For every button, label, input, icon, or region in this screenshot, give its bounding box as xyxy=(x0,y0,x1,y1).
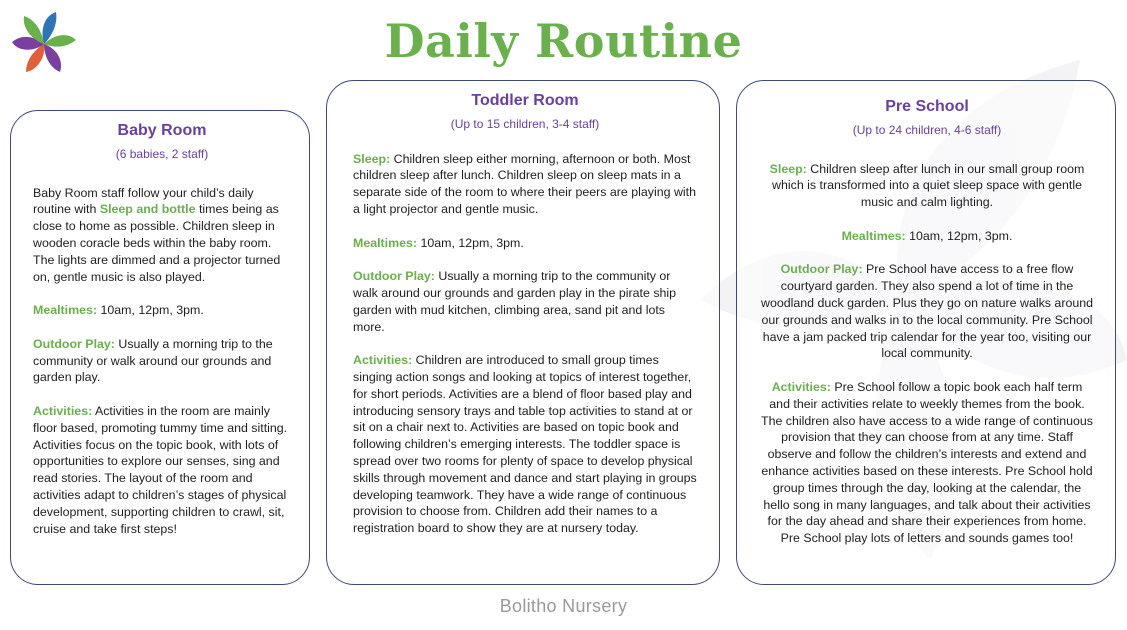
toddler-outdoor xyxy=(353,268,697,335)
baby-outdoor xyxy=(33,336,291,386)
preschool-activities xyxy=(761,379,1093,547)
toddler-room-capacity: (Up to 15 children, 3-4 staff) xyxy=(450,116,600,131)
preschool-activities-label: Activities: xyxy=(771,379,831,394)
toddler-activities-text: Children are introduced to small group times singing action songs and looking at topics of interest together, for short periods. Activities are a blend of floor based play and introducing sensory trays and table top activities to stand at or sit on a chair next to. Activities are based on topic book and following children’s emerging interests. The toddler space is spread over two rooms for plenty of space to develop physical skills through movement and dance and start playing in groups developing teamwork. They have a wide range of continuous provision to choose from. Children add their names to a registration board to show they are at nursery today. xyxy=(353,353,697,536)
page-title: Daily Routine xyxy=(384,14,743,68)
toddler-activities-label: Activities: xyxy=(353,353,413,368)
toddler-outdoor-label: Outdoor Play: xyxy=(353,269,435,284)
preschool-outdoor-label: Outdoor Play: xyxy=(780,262,863,277)
preschool-body xyxy=(761,161,1093,547)
baby-room-body xyxy=(33,185,291,538)
toddler-sleep-text: Children sleep either morning, afternoon or both. Most children sleep after lunch. Children sleep on sleep mats in a separate side of the room to where their peers are playing with a light projector and gentle music. xyxy=(353,151,696,216)
baby-room-card xyxy=(10,110,310,585)
baby-intro-text-2: times being as close to home as possible. Children sleep in wooden coracle beds within the baby room. The lights are dimmed and a projector turned on, gentle music is also played. xyxy=(33,202,281,284)
toddler-sleep-label: Sleep: xyxy=(353,151,391,166)
baby-room-capacity: (6 babies, 2 staff) xyxy=(115,146,209,161)
preschool-sleep xyxy=(761,161,1093,211)
preschool-outdoor xyxy=(761,261,1093,362)
baby-room-heading: Baby Room xyxy=(117,122,207,139)
preschool-sleep-text: Children sleep after lunch in our small group room which is transformed into a quiet sleep space with gentle music and calm lighting. xyxy=(772,161,1085,210)
baby-mealtimes-text: 10am, 12pm, 3pm. xyxy=(97,303,204,318)
preschool-mealtimes-label: Mealtimes: xyxy=(841,228,906,243)
baby-mealtimes xyxy=(33,302,291,319)
preschool-capacity: (Up to 24 children, 4-6 staff) xyxy=(852,122,1002,137)
baby-intro-text: Baby Room staff follow your child’s daily routine with xyxy=(33,185,254,217)
preschool-card xyxy=(736,80,1116,585)
preschool-sleep-label: Sleep: xyxy=(769,161,807,176)
toddler-activities xyxy=(353,352,697,537)
preschool-mealtimes-text: 10am, 12pm, 3pm. xyxy=(905,228,1013,243)
baby-activities xyxy=(33,403,291,537)
baby-mealtimes-label: Mealtimes: xyxy=(33,303,98,318)
baby-outdoor-label: Outdoor Play: xyxy=(33,336,115,351)
toddler-mealtimes-text: 10am, 12pm, 3pm. xyxy=(417,235,524,250)
toddler-outdoor-text: Usually a morning trip to the community or walk around our grounds and garden play in the pirate ship garden with mud kitchen, climbing area, sand pit and lots more. xyxy=(353,269,677,334)
toddler-room-heading: Toddler Room xyxy=(471,92,579,109)
baby-outdoor-text: Usually a morning trip to the community or walk around our grounds and garden play. xyxy=(33,336,273,385)
preschool-mealtimes xyxy=(761,228,1093,245)
preschool-outdoor-text: Pre School have access to a free flow courtyard garden. They also spend a lot of time in the woodland duck garden. Plus they go on nature walks around our grounds and walks in to the local community. Pre School have a jam packed trip calendar for the year too, visiting our local community. xyxy=(761,262,1094,361)
baby-activities-label: Activities: xyxy=(33,403,93,418)
baby-sleep-label: Sleep and bottle xyxy=(99,202,196,217)
toddler-sleep xyxy=(353,151,697,218)
toddler-mealtimes xyxy=(353,235,697,252)
preschool-activities-text: Pre School follow a topic book each half term and their activities relate to weekly themes from the book. The children also have access to a wide range of continuous provision that they can choose from at any time. Staff observe and follow the children’s interests and extend and enhance activities based on these interests. Pre School hold group times through the day, looking at the calendar, the hello song in many languages, and talk about their activities for the day ahead and share their experiences from home. Pre School play lots of letters and sounds games too! xyxy=(761,379,1093,546)
preschool-heading: Pre School xyxy=(885,98,969,115)
baby-activities-text: Activities in the room are mainly floor based, promoting tummy time and sitting. Activities focus on the topic book, with lots of opportunities to explore our senses, sing and read stories. The layout of the room and activities adapt to children’s stages of physical development, supporting children to crawl, sit, cruise and take first steps! xyxy=(33,403,288,536)
toddler-room-card xyxy=(326,80,720,585)
toddler-room-body xyxy=(353,151,697,537)
baby-intro xyxy=(33,185,291,286)
footer-brand: Bolitho Nursery xyxy=(499,596,628,616)
toddler-mealtimes-label: Mealtimes: xyxy=(353,235,418,250)
